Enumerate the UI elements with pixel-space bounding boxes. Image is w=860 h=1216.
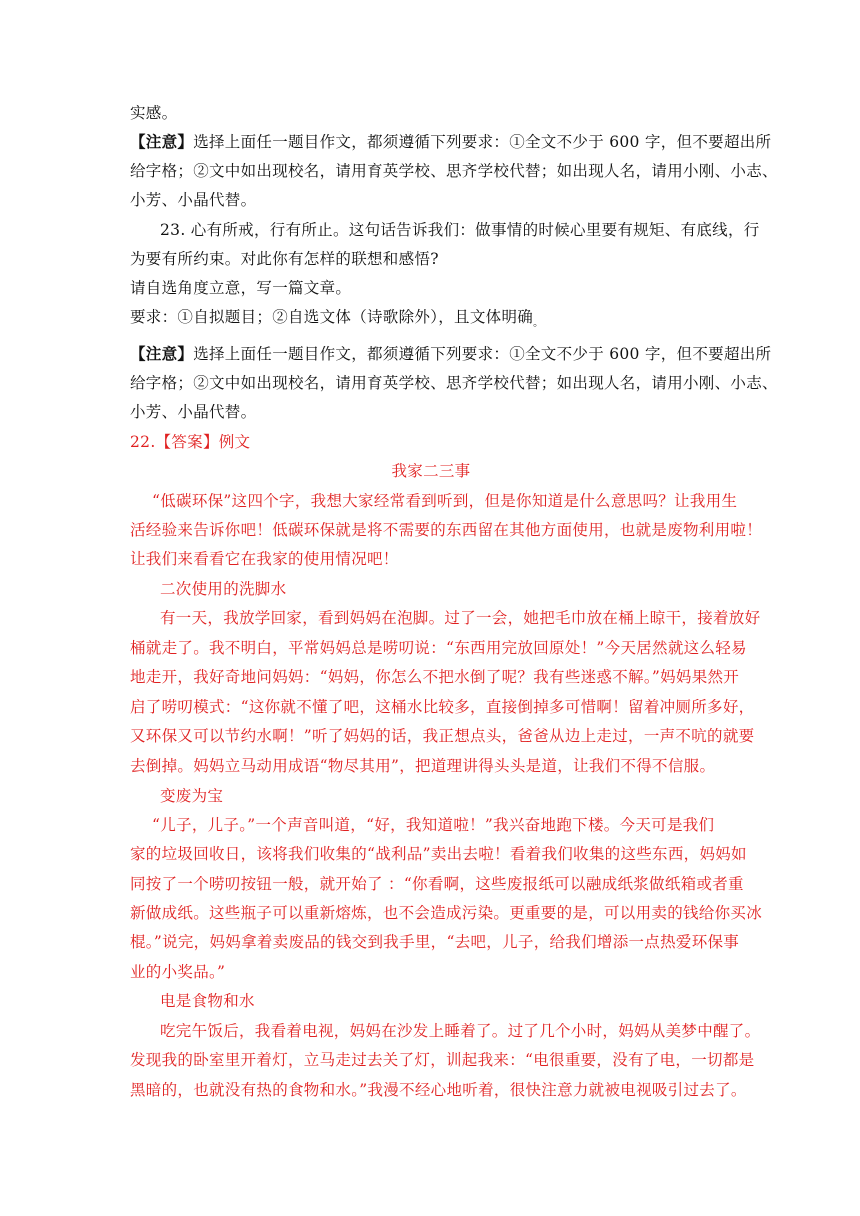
essay-subheading: 二次使用的洗脚水	[160, 580, 287, 598]
note-line	[130, 132, 772, 152]
essay-line: 棍。”说完，妈妈拿着卖废品的钱交到我手里，“去吧，儿子，给我们增添一点热爱环保事	[130, 933, 740, 951]
question-23-line: 23. 心有所戒，行有所止。这句话告诉我们：做事情的时候心里要有规矩、有底线，行	[160, 221, 760, 239]
note-line: 给字格；②文中如出现校名，请用育英学校、思齐学校代替；如出现人名，请用小刚、小志、	[130, 162, 778, 180]
essay-line: 桶就走了。我不明白，平常妈妈总是唠叨说：“东西用完放回原处！”今天居然就这么轻易	[130, 639, 747, 657]
essay-line: 启了唠叨模式：“这你就不懂了吧，这桶水比较多，直接倒掉多可惜啊！留着冲厕所多好，	[130, 698, 755, 716]
question-23-line: 为要有所约束。对此你有怎样的联想和感悟?	[130, 250, 439, 268]
question-23-requirements	[130, 307, 732, 334]
note-text: 选择上面任一题目作文，都须遵循下列要求：①全文不少于 600 字，但不要超出所	[193, 133, 772, 151]
essay-line: 家的垃圾回收日，该将我们收集的“战利品”卖出去啦！看着我们收集的这些东西，妈妈如	[130, 845, 747, 863]
essay-line: 让我们来看看它在我家的使用情况吧！	[130, 550, 399, 568]
essay-line: 发现我的卧室里开着灯，立马走过去关了灯，训起我来：“电很重要，没有了电，一切都是	[130, 1051, 755, 1069]
essay-subheading: 变废为宝	[160, 787, 224, 805]
requirements-dot: 。	[533, 318, 544, 329]
essay-title: 我家二三事	[391, 462, 471, 480]
essay-line: “低碳环保”这四个字，我想大家经常看到听到，但是你知道是什么意思吗？让我用生	[152, 492, 738, 510]
note-line	[130, 344, 772, 364]
essay-line: 业的小奖品。”	[130, 963, 226, 981]
answer-heading: 22.【答案】例文	[130, 433, 251, 451]
note-text: 选择上面任一题目作文，都须遵循下列要求：①全文不少于 600 字，但不要超出所	[193, 345, 772, 363]
note-label: 【注意】	[130, 344, 194, 363]
note-line: 小芳、小晶代替。	[130, 403, 257, 421]
note-line: 给字格；②文中如出现校名，请用育英学校、思齐学校代替；如出现人名，请用小刚、小志、	[130, 374, 778, 392]
essay-line: 新做成纸。这些瓶子可以重新熔炼，也不会造成污染。更重要的是，可以用卖的钱给你买冰	[130, 904, 763, 922]
essay-line: 地走开，我好奇地问妈妈：“妈妈，你怎么不把水倒了呢？我有些迷惑不解。”妈妈果然开	[130, 668, 740, 686]
essay-line: 活经验来告诉你吧！低碳环保就是将不需要的东西留在其他方面使用，也就是废物利用啦！	[130, 521, 763, 539]
note-label: 【注意】	[130, 132, 194, 151]
requirements-text: 要求：①自拟题目；②自选文体（诗歌除外），且文体明确	[130, 308, 534, 326]
note-line: 小芳、小晶代替。	[130, 191, 257, 209]
question-23-line: 请自选角度立意，写一篇文章。	[130, 279, 352, 297]
essay-line: 同按了一个唠叨按钮一般，就开始了 ：“你看啊，这些废报纸可以融成纸浆做纸箱或者重	[130, 875, 744, 893]
essay-line: 去倒掉。妈妈立马动用成语“物尽其用”，把道理讲得头头是道，让我们不得不信服。	[130, 757, 716, 775]
essay-line: 黑暗的，也就没有热的食物和水。”我漫不经心地听着，很快注意力就被电视吸引过去了。	[130, 1081, 747, 1099]
essay-line: 吃完午饭后，我看着电视，妈妈在沙发上睡着了。过了几个小时，妈妈从美梦中醒了。	[160, 1022, 761, 1040]
essay-line: 有一天，我放学回家，看到妈妈在泡脚。过了一会，她把毛巾放在桶上晾干，接着放好	[160, 609, 761, 627]
essay-subheading: 电是食物和水	[160, 992, 255, 1010]
text-line: 实感。	[130, 104, 178, 122]
essay-line: 又环保又可以节约水啊！”听了妈妈的话，我正想点头，爸爸从边上走过，一声不吭的就要	[130, 727, 755, 745]
essay-line: “儿子，儿子。”一个声音叫道，“好，我知道啦！”我兴奋地跑下楼。今天可是我们	[152, 816, 715, 834]
